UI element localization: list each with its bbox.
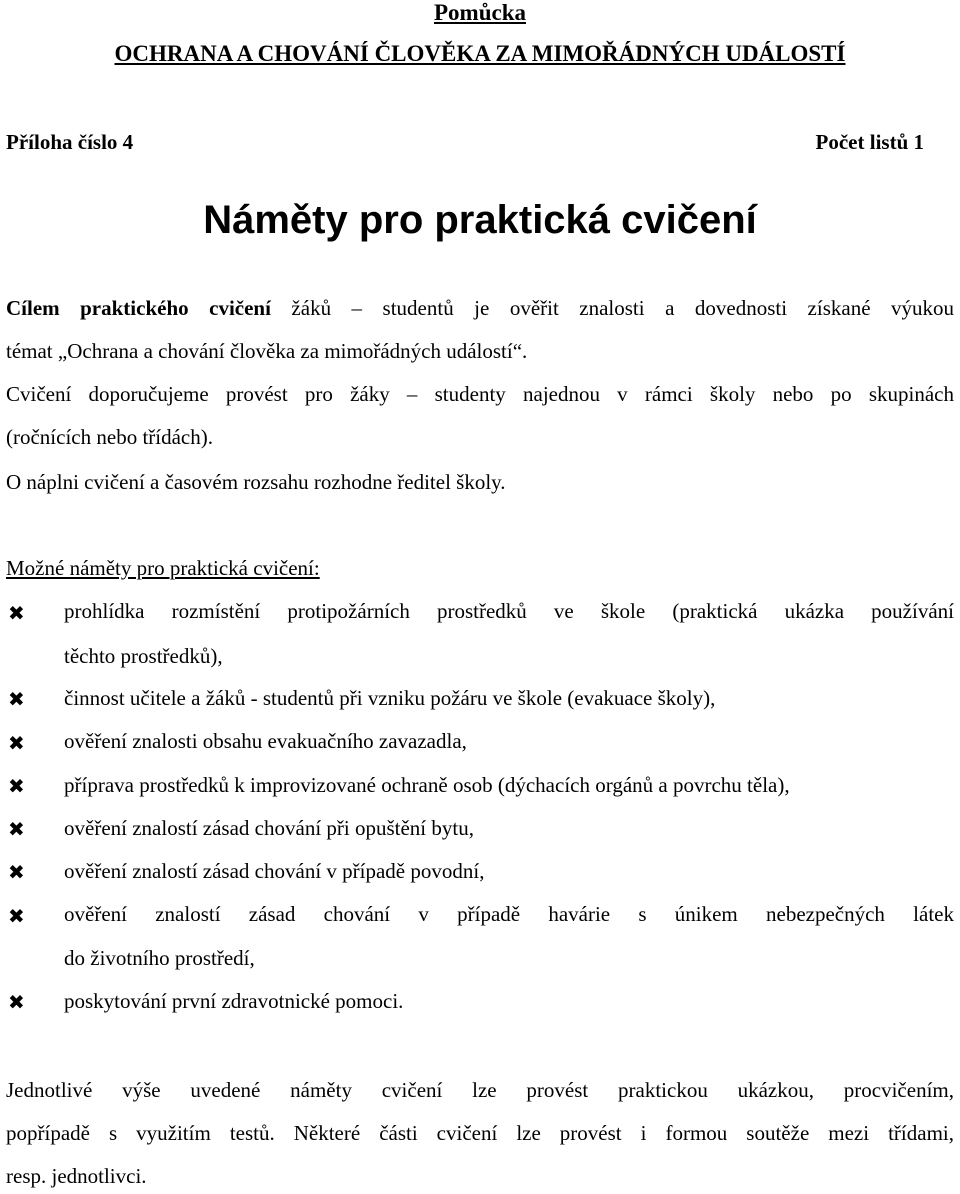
intro-line-3: Cvičení doporučujeme provést pro žáky – studenty najednou v rámci školy nebo po skupinách <box>6 382 954 406</box>
attachment-number: Příloha číslo 4 <box>6 130 134 154</box>
list-item-text: poskytování první zdravotnické pomoci. <box>64 989 404 1013</box>
closing-line-3: resp. jednotlivci. <box>6 1164 147 1188</box>
document-header-subject: OCHRANA A CHOVÁNÍ ČLOVĚKA ZA MIMOŘÁDNÝCH UDÁLOSTÍ <box>114 41 846 66</box>
intro-line-4: (ročnících nebo třídách). <box>6 425 213 449</box>
cross-bullet-icon: ✖ <box>8 687 25 711</box>
cross-bullet-icon: ✖ <box>8 904 25 928</box>
page-count: Počet listů 1 <box>815 130 924 154</box>
list-item-text-cont: do životního prostředí, <box>64 946 255 970</box>
list-item-text: příprava prostředků k improvizované ochraně osob (dýchacích orgánů a povrchu těla), <box>64 773 790 797</box>
list-item-text: ověření znalosti obsahu evakuačního zavazadla, <box>64 729 467 753</box>
intro-lead: Cílem praktického cvičení <box>6 296 271 320</box>
list-item-text: činnost učitele a žáků - studentů při vzniku požáru ve škole (evakuace školy), <box>64 686 716 710</box>
list-item-text: prohlídka rozmístění protipožárních prostředků ve škole (praktická ukázka používání <box>64 599 954 623</box>
list-heading: Možné náměty pro praktická cvičení: <box>6 556 320 580</box>
cross-bullet-icon: ✖ <box>8 601 25 625</box>
intro-line-1 <box>6 296 954 321</box>
cross-bullet-icon: ✖ <box>8 774 25 798</box>
cross-bullet-icon: ✖ <box>8 860 25 884</box>
list-item-text: ověření znalostí zásad chování při opuštění bytu, <box>64 816 474 840</box>
cross-bullet-icon: ✖ <box>8 731 25 755</box>
cross-bullet-icon: ✖ <box>8 990 25 1014</box>
closing-line-1: Jednotlivé výše uvedené náměty cvičení lze provést praktickou ukázkou, procvičením, <box>6 1078 954 1102</box>
intro-line-2: témat „Ochrana a chování člověka za mimořádných událostí“. <box>6 339 528 363</box>
closing-line-2: popřípadě s využitím testů. Některé části cvičení lze provést i formou soutěže mezi třídami, <box>6 1121 954 1145</box>
list-item-text: ověření znalostí zásad chování v případě povodní, <box>64 859 485 883</box>
document-header-label: Pomůcka <box>434 0 526 25</box>
list-item-text-cont: těchto prostředků), <box>64 644 223 668</box>
cross-bullet-icon: ✖ <box>8 817 25 841</box>
page-title: Náměty pro praktická cvičení <box>203 198 757 242</box>
list-item-text: ověření znalostí zásad chování v případě havárie s únikem nebezpečných látek <box>64 902 954 926</box>
intro-line-1-rest: žáků – studentů je ověřit znalosti a dovednosti získané výukou <box>270 296 954 320</box>
intro-line-5: O náplni cvičení a časovém rozsahu rozhodne ředitel školy. <box>6 470 506 494</box>
